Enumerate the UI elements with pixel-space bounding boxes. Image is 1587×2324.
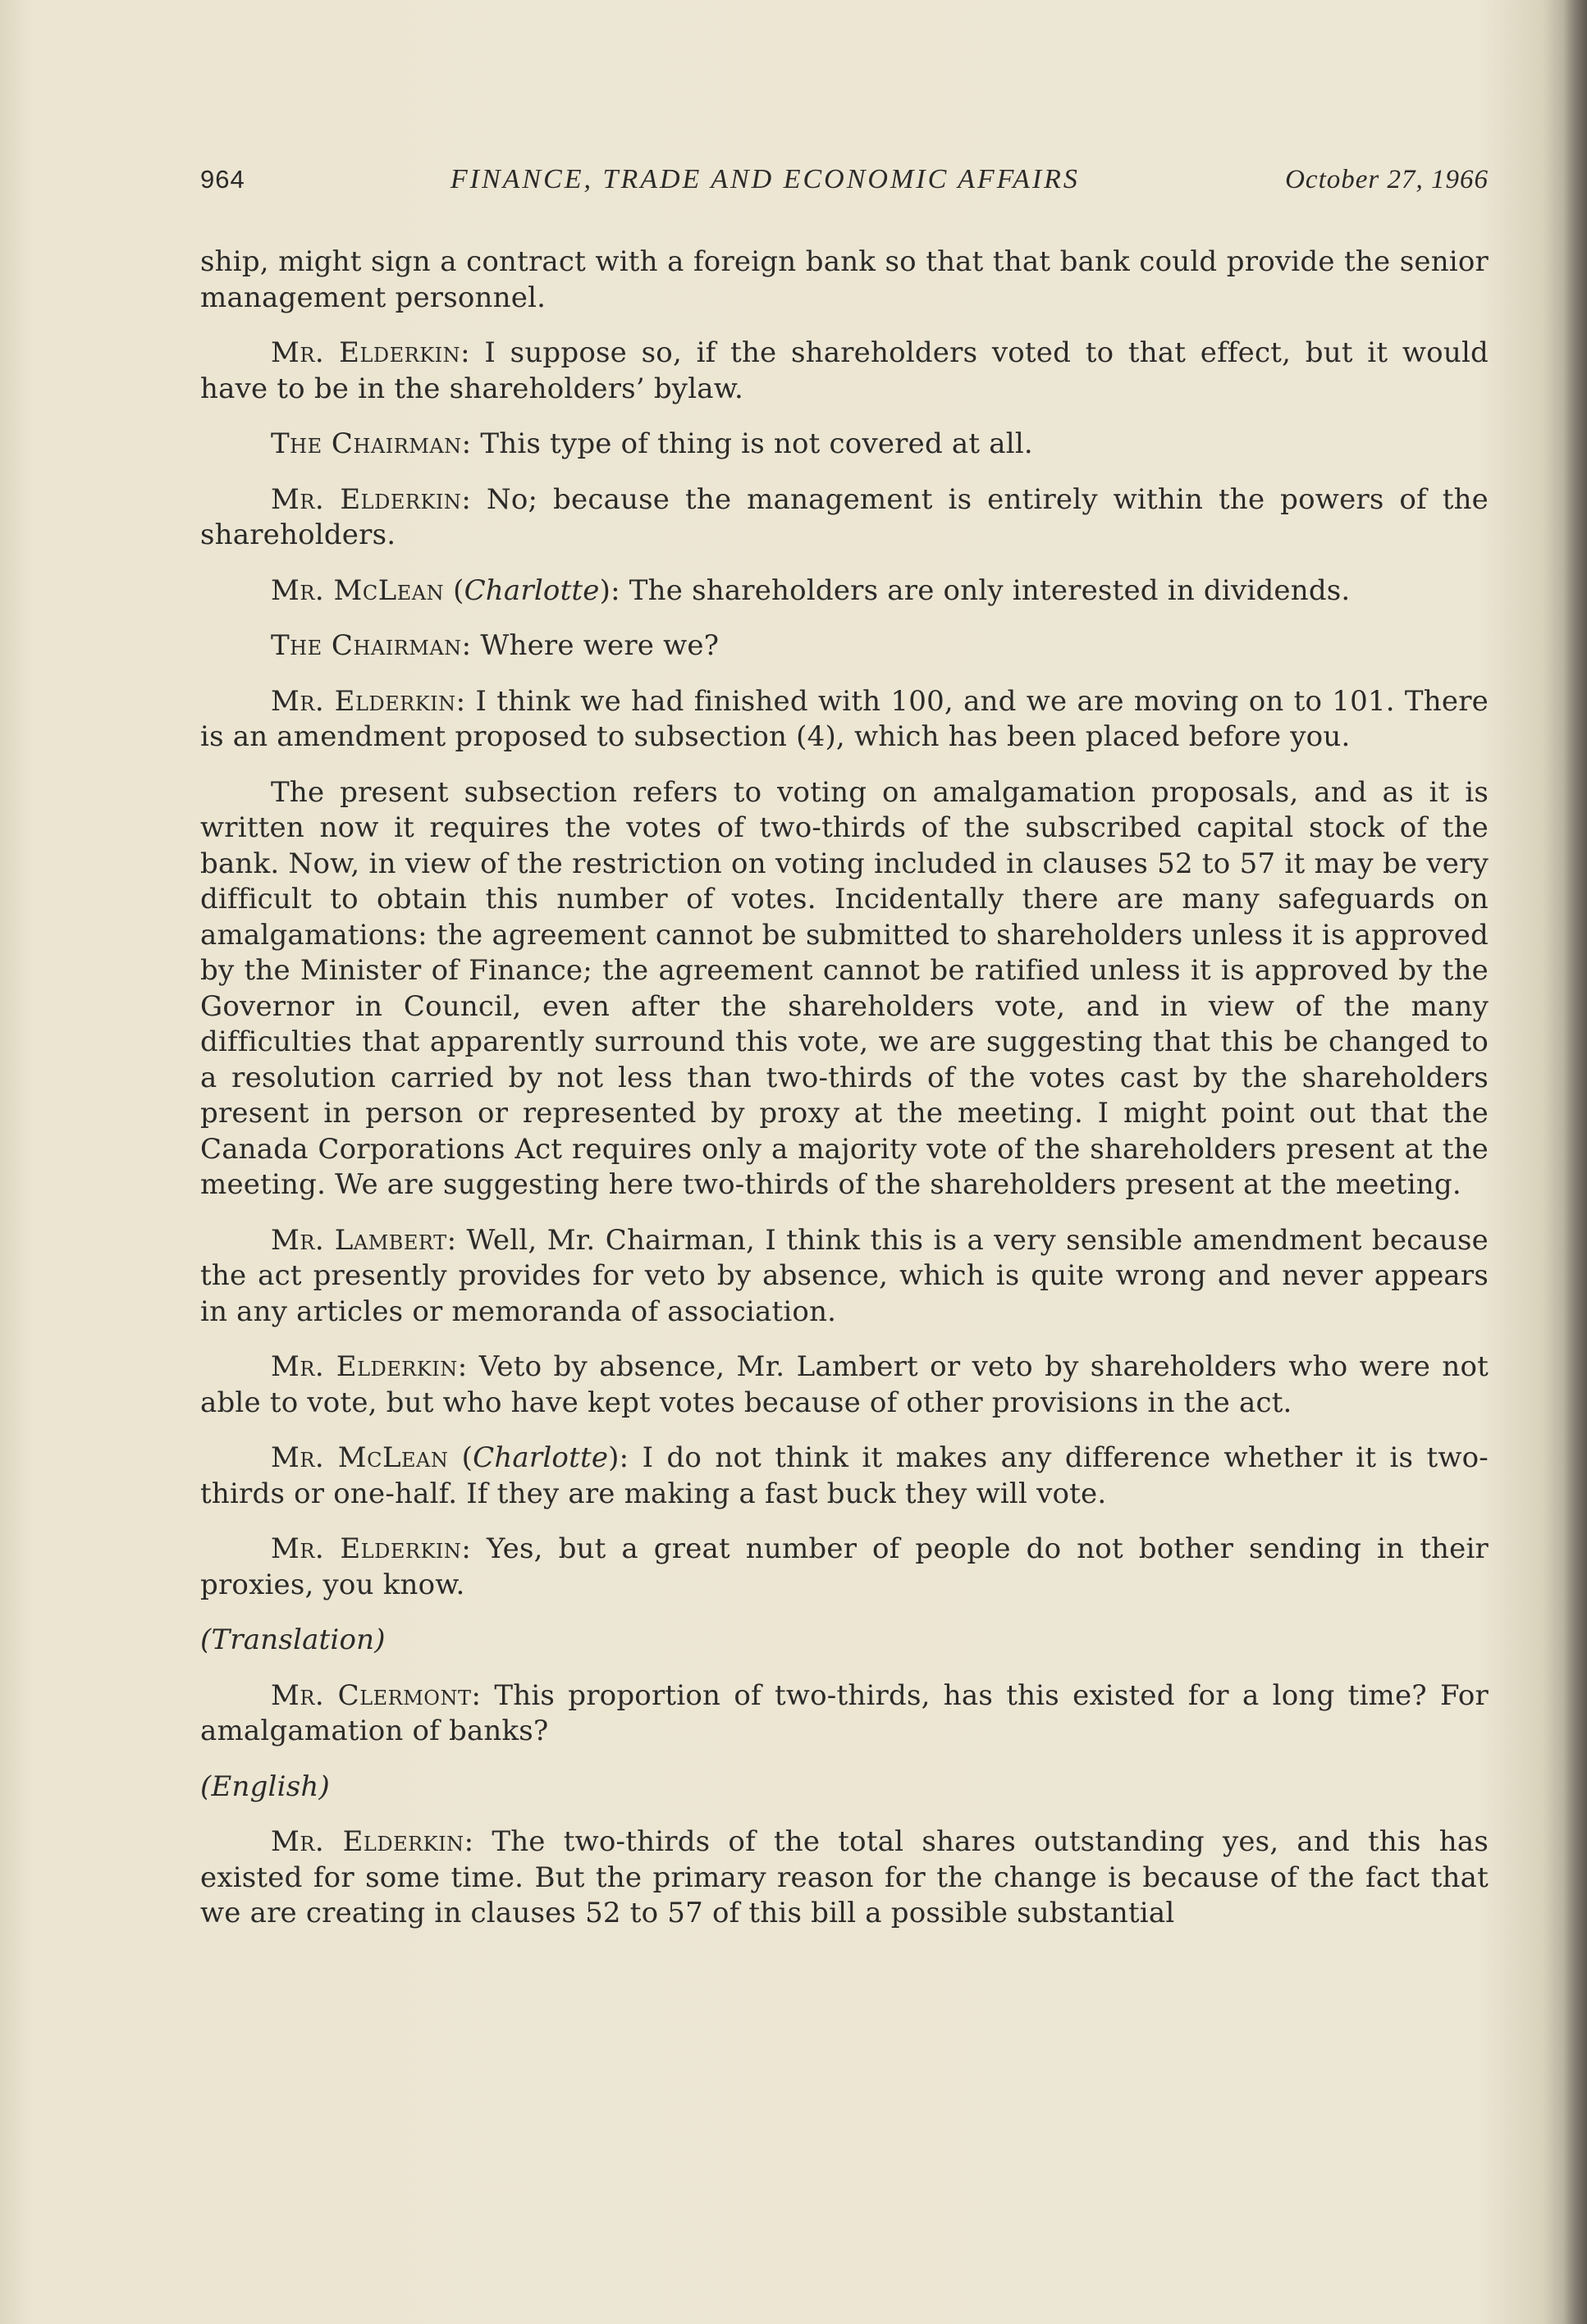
paragraph: The present subsection refers to voting on amalgamation proposals, and as it is written now it requires the votes of two-thirds of the subscribed capital stock of the bank. Now, in view of the restriction on voting included in clauses 52 to 57 it may be very difficult to obtain this number of votes. Incidentally there are many safeguards on amalgamations: the agreement cannot be submitted to shareholders unless it is approved by the Minister of Finance; the agreement cannot be ratified unless it is approved by the Governor in Council, even after the shareholders vote, and in view of the many difficulties that apparently surround this vote, we are suggesting that this be changed to a resolution carried by not less than two-thirds of the votes cast by the shareholders present in person or represented by proxy at the meeting. I might point out that the Canada Corporations Act requires only a majority vote of the shareholders present at the meeting. We are suggesting here two-thirds of the shareholders present at the meeting. — [200, 775, 1489, 1201]
running-title: FINANCE, TRADE AND ECONOMIC AFFAIRS — [450, 164, 1080, 194]
paragraph: Mr. Elderkin: Veto by absence, Mr. Lambert or veto by shareholders who were not able to vote, but who have kept votes because of other provisions in the act. — [200, 1350, 1489, 1419]
speaker-name: Mr. Elderkin — [271, 1350, 458, 1383]
speaker-name: Mr. Elderkin — [271, 482, 462, 516]
speaker-riding: Charlotte — [473, 1441, 609, 1474]
speaker-name: The Chairman — [271, 629, 462, 662]
speaker-name: Mr. Elderkin — [271, 336, 461, 369]
speaker-name: Mr. Elderkin — [271, 1532, 462, 1565]
paragraph: Mr. Lambert: Well, Mr. Chairman, I think this is a very sensible amendment because the act presently provides for veto by absence, which is quite wrong and never appears in any articles or memoranda of association. — [200, 1223, 1489, 1328]
speaker-name: Mr. McLean — [271, 573, 445, 607]
language-marker: (English) — [200, 1769, 330, 1803]
speaker-name: Mr. Elderkin — [271, 684, 456, 718]
header-date: October 27, 1966 — [1285, 165, 1489, 194]
paragraph: Mr. McLean (Charlotte): The shareholders are only interested in dividends. — [271, 573, 1351, 607]
paragraph: Mr. Elderkin: I suppose so, if the shareholders voted to that effect, but it would have to be in the shareholders’ bylaw. — [200, 336, 1489, 405]
speaker-name: Mr. Clermont — [271, 1678, 472, 1712]
speaker-name: The Chairman — [271, 427, 462, 460]
speaker-name: Mr. Lambert — [271, 1223, 447, 1257]
paragraph: Mr. Elderkin: The two-thirds of the total shares outstanding yes, and this has existed for some time. But the primary reason for the change is because of the fact that we are creating in clauses 52 to 57 of this bill a possible substantial — [200, 1825, 1489, 1929]
paragraph: The Chairman: This type of thing is not covered at all. — [271, 427, 1033, 460]
speaker-name: Mr. Elderkin — [271, 1825, 464, 1858]
paragraph: The Chairman: Where were we? — [271, 629, 720, 662]
paragraph: Mr. Clermont: This proportion of two-thirds, has this existed for a long time? For amalgamation of banks? — [200, 1678, 1489, 1747]
page-content — [200, 164, 1489, 1952]
page-number: 964 — [200, 165, 245, 194]
running-header — [200, 164, 1489, 213]
paragraph: ship, might sign a contract with a foreign bank so that that bank could provide the senior management personnel. — [200, 245, 1489, 314]
paragraph: Mr. Elderkin: I think we had finished with 100, and we are moving on to 101. There is an amendment proposed to subsection (4), which has been placed before you. — [200, 684, 1489, 753]
transcript-body — [200, 244, 1489, 1932]
speaker-name: Mr. McLean — [271, 1441, 449, 1474]
speaker-riding: Charlotte — [464, 573, 600, 607]
paragraph: Mr. Elderkin: No; because the management is entirely within the powers of the shareholders. — [200, 482, 1489, 551]
paragraph: Mr. Elderkin: Yes, but a great number of people do not bother sending in their proxies, you know. — [200, 1532, 1489, 1601]
paragraph: Mr. McLean (Charlotte): I do not think it makes any difference whether it is two-thirds or one-half. If they are making a fast buck they will vote. — [200, 1441, 1489, 1510]
language-marker: (Translation) — [200, 1623, 386, 1656]
